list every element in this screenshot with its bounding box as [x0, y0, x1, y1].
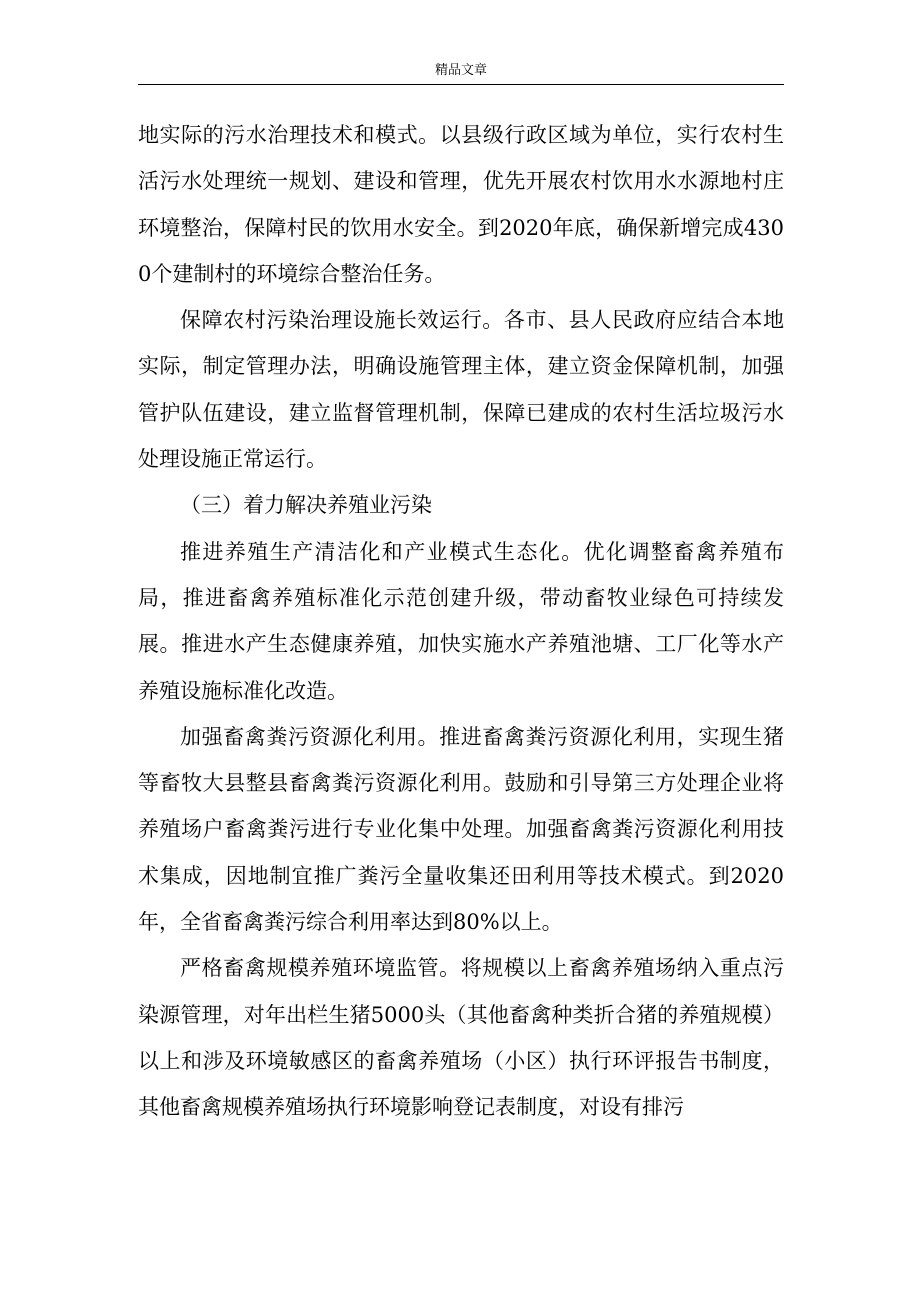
paragraph-4: 加强畜禽粪污资源化利用。推进畜禽粪污资源化利用，实现生猪等畜牧大县整县畜禽粪污资源化利用。鼓励和引导第三方处理企业将养殖场户畜禽粪污进行专业化集中处理。加强畜禽粪污资源化利用技术集成，因地制宜推广粪污全量收集还田利用等技术模式。到2020年，全省畜禽粪污综合利用率达到80%以上。: [138, 724, 784, 935]
page-header: 精品文章: [434, 63, 487, 78]
paragraph-1: 地实际的污水治理技术和模式。以县级行政区域为单位，实行农村生活污水处理统一规划、建设和管理，优先开展农村饮用水水源地村庄环境整治，保障村民的饮用水安全。到2020年底，确保新增完成4300个建制村的环境综合整治任务。: [138, 123, 784, 286]
paragraph-3: 推进养殖生产清洁化和产业模式生态化。优化调整畜禽养殖布局，推进畜禽养殖标准化示范创建升级，带动畜牧业绿色可持续发展。推进水产生态健康养殖，加快实施水产养殖池塘、工厂化等水产养殖设施标准化改造。: [138, 539, 784, 703]
paragraph-5: 严格畜禽规模养殖环境监管。将规模以上畜禽养殖场纳入重点污染源管理，对年出栏生猪5000头（其他畜禽种类折合猪的养殖规模）以上和涉及环境敏感区的畜禽养殖场（小区）执行环评报告书制度，其他畜禽规模养殖场执行环境影响登记表制度，对设有排污: [138, 956, 784, 1120]
header-divider: [138, 84, 784, 85]
section-heading: （三）着力解决养殖业污染: [180, 493, 432, 518]
document-body: [138, 112, 784, 1131]
paragraph-2: 保障农村污染治理设施长效运行。各市、县人民政府应结合本地实际，制定管理办法，明确设施管理主体，建立资金保障机制，加强管护队伍建设，建立监督管理机制，保障已建成的农村生活垃圾污水处理设施正常运行。: [138, 308, 784, 472]
